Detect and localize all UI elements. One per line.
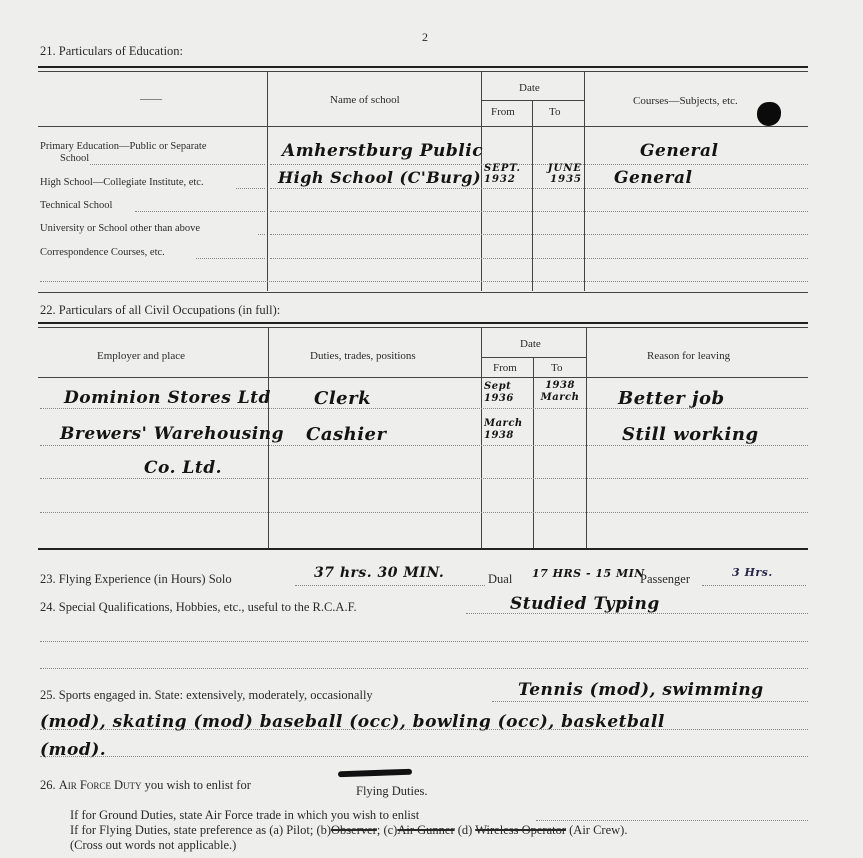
ink-blot [757, 102, 781, 126]
hw-high-to: JUNE 1935 [547, 163, 582, 185]
col-from: From [491, 106, 515, 118]
flying-duties-tail: (Air Crew). [566, 823, 628, 837]
col-from: From [493, 362, 517, 374]
dotted-line [40, 668, 808, 669]
divider [38, 126, 808, 127]
hw-sports-2: (mod), skating (mod) baseball (occ), bowling (occ), basketball [40, 712, 665, 732]
flying-duties-line [70, 823, 627, 838]
dotted-line [196, 258, 265, 259]
option-air-gunner: Air Gunner [397, 823, 455, 837]
column-divider [267, 72, 268, 291]
hw-primary-school: Amherstburg Public [282, 141, 484, 161]
air-force-label-sc: Air Force Duty [58, 778, 142, 792]
hw-from-1: Sept 1936 [484, 381, 514, 404]
dotted-line [40, 641, 808, 642]
col-courses: Courses—Subjects, etc. [633, 95, 738, 107]
col-to: To [549, 106, 561, 118]
flying-duties-sep-c: ; (c) [376, 823, 398, 837]
col-date: Date [520, 338, 541, 350]
hw-duties-1: Clerk [314, 388, 372, 409]
dual-label: Dual [488, 572, 513, 586]
air-force-label-rest: you wish to enlist for [141, 778, 251, 792]
col-duties: Duties, trades, positions [310, 350, 416, 362]
hw-dual: 17 HRS - 15 MIN [532, 567, 645, 580]
cross-out-note: (Cross out words not applicable.) [70, 838, 237, 852]
dotted-line [40, 281, 808, 282]
passenger-label: Passenger [640, 572, 690, 586]
dotted-line [90, 164, 265, 165]
hw-employer-2: Brewers' Warehousing [60, 424, 284, 444]
dotted-line [40, 478, 808, 479]
row-label-correspondence: Correspondence Courses, etc. [40, 247, 165, 258]
qualifications-label: 24. Special Qualifications, Hobbies, etc., useful to the R.C.A.F. [40, 600, 357, 614]
hw-sports-1: Tennis (mod), swimming [518, 680, 764, 700]
hw-high-courses: General [614, 168, 693, 188]
dotted-line [40, 729, 808, 730]
row-label-high-school: High School—Collegiate Institute, etc. [40, 177, 204, 188]
dotted-line [258, 234, 265, 235]
hw-duties-2: Cashier [306, 424, 387, 445]
divider [38, 327, 808, 328]
divider [481, 357, 586, 358]
hw-solo: 37 hrs. 30 MIN. [314, 565, 445, 581]
divider [38, 322, 808, 324]
hw-from-2: March 1938 [484, 418, 523, 441]
dotted-line [270, 211, 808, 212]
dotted-line [536, 820, 808, 821]
col-to: To [551, 362, 563, 374]
ground-duties-line: If for Ground Duties, state Air Force trade in which you wish to enlist [70, 808, 420, 822]
dotted-line [135, 211, 265, 212]
dotted-line [270, 164, 808, 165]
col-name-of-school: Name of school [330, 94, 400, 106]
air-force-label [40, 778, 251, 793]
flying-duties-sep-d: (d) [454, 823, 476, 837]
divider [38, 377, 808, 378]
hw-reason-2: Still working [622, 424, 759, 445]
hw-sports-3: (mod). [40, 740, 107, 760]
air-force-value: Flying Duties. [356, 784, 428, 798]
row-label-university: University or School other than above [40, 223, 201, 234]
column-divider [481, 328, 482, 548]
col-date: Date [519, 82, 540, 94]
dotted-line [270, 234, 808, 235]
option-wireless-operator: Wireless Operator [475, 823, 567, 837]
dotted-line [295, 585, 485, 586]
dotted-line [270, 258, 808, 259]
col-reason: Reason for leaving [647, 350, 731, 362]
divider [481, 100, 584, 101]
option-observer: Observer [331, 823, 377, 837]
hw-reason-1: Better job [618, 388, 725, 409]
flying-label: 23. Flying Experience (in Hours) Solo [40, 572, 232, 586]
dotted-line [40, 512, 808, 513]
column-divider [532, 100, 533, 291]
hw-passenger: 3 Hrs. [732, 566, 773, 579]
hw-qualifications: Studied Typing [510, 594, 660, 614]
dotted-line [702, 585, 806, 586]
hw-high-school: High School (C'Burg) [278, 168, 482, 187]
hw-employer-1: Dominion Stores Ltd [64, 388, 271, 408]
col-employer: Employer and place [97, 350, 185, 362]
dotted-line [236, 188, 265, 189]
dotted-line [40, 756, 808, 757]
scribble-strikeout [338, 769, 412, 778]
occupations-heading: 22. Particulars of all Civil Occupations (in full): [40, 303, 281, 317]
column-divider [533, 357, 534, 548]
divider [38, 548, 808, 550]
dotted-line [270, 188, 808, 189]
row-label-primary-2: School [60, 153, 90, 164]
education-heading: 21. Particulars of Education: [40, 44, 184, 58]
divider [38, 292, 808, 293]
column-divider [586, 328, 587, 548]
dotted-line [40, 445, 808, 446]
sports-label: 25. Sports engaged in. State: extensively, moderately, occasionally [40, 688, 373, 702]
hw-primary-courses: General [640, 141, 719, 161]
hw-to-1: 1938 March [540, 380, 580, 403]
row-label-technical: Technical School [40, 200, 113, 211]
flying-duties-prefix: If for Flying Duties, state preference as (a) Pilot; (b) [70, 823, 332, 837]
row-label-primary: Primary Education—Public or Separate [40, 141, 207, 152]
divider [38, 71, 808, 72]
dotted-line [492, 701, 808, 702]
hw-employer-2b: Co. Ltd. [144, 458, 223, 478]
hw-high-from: SEPT. 1932 [484, 163, 521, 185]
air-force-label-prefix: 26. [40, 778, 59, 792]
divider [38, 66, 808, 68]
page-number: 2 [422, 30, 428, 44]
col-dash: —— [140, 93, 162, 105]
